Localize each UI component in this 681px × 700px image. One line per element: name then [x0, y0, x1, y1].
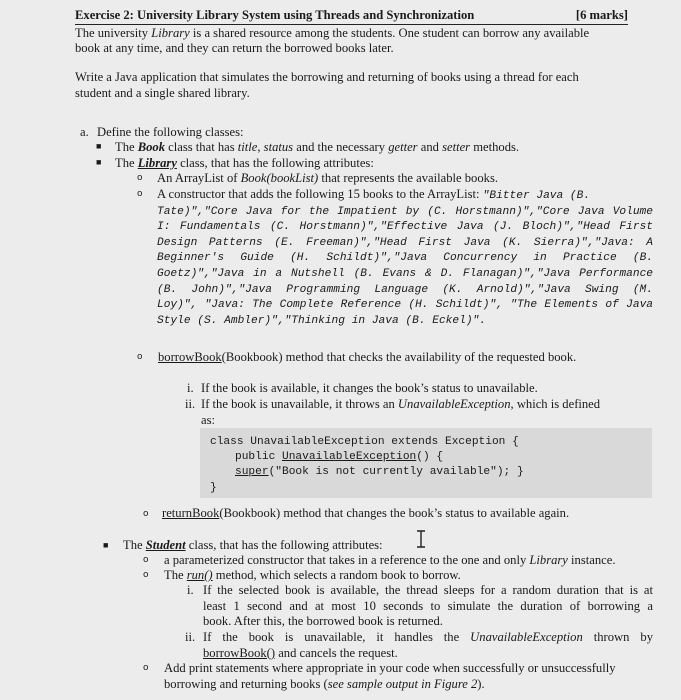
print-item [164, 661, 653, 692]
roman-i: i. [187, 381, 194, 395]
circle-bullet: o [137, 173, 143, 183]
student-class-name: Student [145, 538, 186, 552]
book-class-name: Book [137, 140, 166, 154]
book-list-line: Style (S. Ambler)","Thinking in Java (B. Eckel)". [157, 314, 486, 327]
borrow-ii-text [201, 397, 600, 413]
text: If the book is unavailable, it handles the [203, 630, 471, 644]
return-book-method: returnBook [162, 506, 220, 520]
circle-bullet: o [137, 352, 143, 362]
title-row [75, 8, 628, 25]
text: a parameterized constructor that takes in a reference to the one and only [164, 553, 530, 567]
text: class, that has the following attributes: [176, 156, 374, 170]
roman-i: i. [187, 583, 194, 597]
intro-library: Library [151, 25, 190, 40]
text: (Bookbook) method that changes the book’s status to available again. [219, 506, 570, 520]
intro-paragraph [75, 26, 628, 57]
exercise-header [75, 8, 628, 57]
text: title [237, 140, 258, 154]
exercise-marks: [6 marks] [575, 8, 628, 22]
circle-bullet: o [137, 189, 143, 199]
circle-bullet: o [143, 663, 149, 673]
text: UnavailableException [470, 630, 583, 644]
section-a-label: a. [80, 125, 89, 139]
circle-bullet: o [143, 555, 149, 565]
text: see sample output in Figure 2 [327, 676, 478, 691]
text: thrown by [582, 630, 653, 644]
roman-ii: ii. [185, 397, 196, 411]
code-block [200, 428, 652, 498]
student-class-item [123, 538, 383, 554]
intro-text: is a shared resource among the students. One student can borrow any available [189, 25, 590, 40]
text: The [115, 140, 138, 154]
text: borrowing and returning books ( [164, 676, 328, 691]
section-a-intro: Define the following classes: [97, 125, 244, 139]
text: instance. [567, 553, 616, 567]
arraylist-type: Book(bookList) [240, 171, 319, 185]
bullet: ■ [96, 157, 102, 167]
text: , which is defined [510, 397, 601, 411]
text: The [123, 538, 146, 552]
roman-ii: ii. [185, 630, 196, 644]
borrow-i-text: If the book is available, it changes the book’s status to unavailable. [201, 381, 538, 395]
book-class-item [115, 140, 655, 156]
text: ). [477, 676, 485, 691]
intro-text: The university [75, 25, 152, 40]
borrow-ii-text-2: as: [201, 413, 215, 427]
library-class-name: Library [137, 156, 177, 170]
text: If the book is unavailable, it throws an [201, 397, 398, 411]
text: class that has [165, 140, 238, 154]
text: that represents the available books. [318, 171, 498, 185]
text: getter [388, 140, 418, 154]
borrow-book-item [158, 350, 576, 366]
book-list-line: Beginner's Guide (H. Schildt)","Java Concurrency in Practice (B. [157, 252, 653, 265]
text: An ArrayList of [157, 171, 241, 185]
text-cursor-icon [414, 530, 428, 548]
task-text: student and a single shared library. [75, 85, 250, 100]
code-line: } [210, 482, 217, 494]
bullet: ■ [96, 141, 102, 151]
run-method-item [164, 568, 461, 584]
arraylist-item [157, 171, 498, 187]
circle-bullet: o [143, 509, 149, 519]
text: and [417, 140, 443, 154]
text: "Bitter Java (B. [482, 190, 591, 202]
text: , [257, 140, 264, 154]
library-class-item [115, 156, 374, 172]
text: setter [442, 140, 471, 154]
constructor-item [157, 187, 653, 329]
task-paragraph [75, 70, 653, 101]
book-list-line: Loy)", "Java: The Complete Reference (H. Schildt)", "The Elements of Java [157, 299, 653, 312]
code-line [235, 465, 524, 481]
task-text: Write a Java application that simulates the borrowing and returning of books using a thread for each [75, 70, 579, 84]
book-list-line: I: Fundamentals (C. Horstmann)","Effective Java (J. Bloch)","Head First [157, 221, 653, 234]
text: least 1 second and at most 10 seconds to simulate the duration of borrowing a [203, 598, 653, 613]
text: borrowBook() [203, 645, 276, 660]
text: The [115, 156, 138, 170]
borrow-book-method: borrowBook [158, 350, 222, 364]
text: The [164, 568, 187, 582]
run-i-text [203, 583, 653, 630]
student-ctor-item [164, 553, 615, 569]
text: UnavailableException [282, 451, 417, 463]
code-line: class UnavailableException extends Exception { [210, 436, 519, 448]
text: methods. [470, 140, 520, 154]
book-list-line: Tate)","Core Java for the Impatient by (C. Horstmann)","Core Java Volume [157, 205, 653, 218]
text: A constructor that adds the following 15 books to the ArrayList: [157, 187, 483, 201]
book-list-line: (B. John)","Java Programming Language (K. Arnold)","Java Swing (M. [157, 283, 653, 296]
text: class, that has the following attributes: [185, 538, 383, 552]
text: and cancels the request. [275, 645, 398, 660]
exercise-title: Exercise 2: University Library System using Threads and Synchronization [75, 8, 475, 22]
circle-bullet: o [143, 570, 149, 580]
exception-name: UnavailableException [397, 397, 511, 411]
run-ii-text [203, 630, 653, 661]
book-list-line: Goetz)","Java in a Nutshell (B. Evans & D. Flanagan)","Java Performance [157, 267, 653, 280]
intro-text: book at any time, and they can return the borrowed books later. [75, 41, 394, 56]
text: status [263, 140, 294, 154]
text: Add print statements where appropriate in your code when successfully or unsuccessfully [164, 661, 616, 675]
text: () { [416, 451, 444, 463]
bullet: ■ [103, 540, 109, 550]
book-list-line: Design Patterns (E. Freeman)","Head First Java (K. Sierra)","Java: A [157, 236, 653, 249]
return-book-item [162, 506, 569, 522]
text: public [235, 451, 282, 463]
text: super [235, 466, 269, 478]
text: book. After this, the borrowed book is returned. [203, 614, 443, 629]
text: If the selected book is available, the thread sleeps for a random duration that is at [203, 583, 653, 597]
text: method, which selects a random book to borrow. [212, 568, 461, 582]
text: and the necessary [293, 140, 389, 154]
code-line [235, 450, 443, 466]
text: (Bookbook) method that checks the availability of the requested book. [221, 350, 577, 364]
run-method: run() [186, 568, 213, 582]
text: Library [529, 553, 568, 567]
text: ("Book is not currently available"); } [268, 466, 524, 478]
